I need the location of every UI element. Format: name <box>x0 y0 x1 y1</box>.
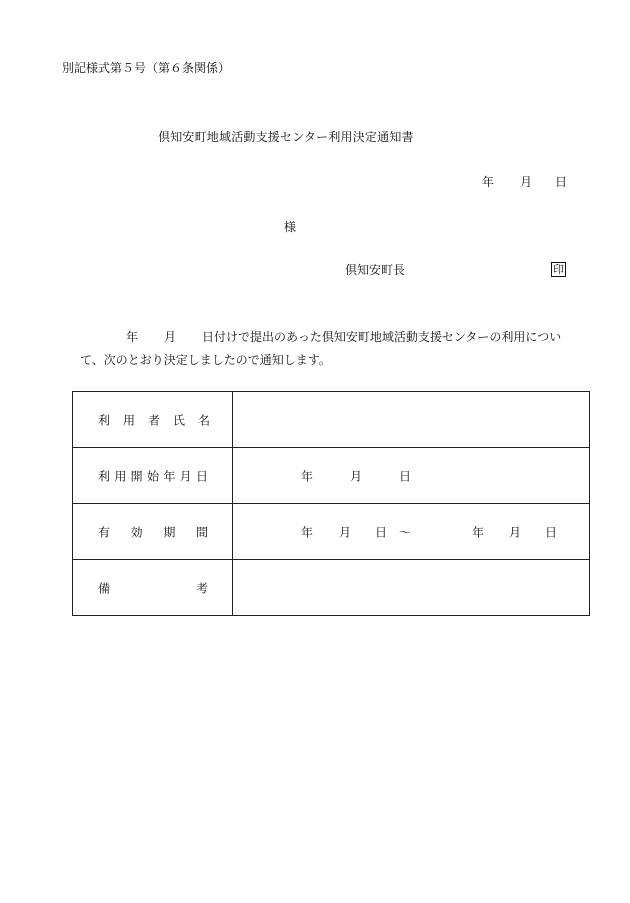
label-char: 者 <box>147 413 160 427</box>
value-remarks[interactable] <box>233 560 590 616</box>
start-date-month-unit: 月 <box>350 469 363 483</box>
label-char: 用 <box>122 413 135 427</box>
label-char: 備 <box>98 581 111 595</box>
label-remarks <box>73 560 233 616</box>
label-char: 間 <box>195 525 208 539</box>
value-validity-period[interactable] <box>233 504 590 560</box>
period-end-day-unit: 日 <box>545 525 558 539</box>
label-char: 有 <box>98 525 111 539</box>
table-row-remarks <box>73 560 590 616</box>
label-char: 始 <box>146 469 159 483</box>
issue-date-month-unit: 月 <box>520 175 533 189</box>
label-start-date <box>73 448 233 504</box>
period-end-year-unit: 年 <box>472 525 485 539</box>
body-line-1 <box>80 331 561 343</box>
period-start-day-unit: 日 <box>375 525 388 539</box>
document-title: 倶知安町地域活動支援センター利用決定通知書 <box>158 130 414 144</box>
label-char: 名 <box>197 413 210 427</box>
issuer-title: 倶知安町長 <box>345 263 406 277</box>
label-char: 年 <box>163 469 176 483</box>
seal-mark: 印 <box>553 263 564 276</box>
label-char: 効 <box>130 525 143 539</box>
issue-date-year-unit: 年 <box>482 175 495 189</box>
label-char: 利 <box>98 469 111 483</box>
table-row-user-name <box>73 392 590 448</box>
period-start-month-unit: 月 <box>339 525 352 539</box>
details-table <box>72 391 590 616</box>
period-end-month-unit: 月 <box>509 525 522 539</box>
period-start-year-unit: 年 <box>301 525 314 539</box>
period-range-separator: ～ <box>399 525 412 539</box>
body-line-2: て、次のとおり決定しましたので通知します。 <box>80 353 331 367</box>
addressee-honorific: 様 <box>284 220 297 234</box>
label-char: 用 <box>114 469 127 483</box>
value-user-name[interactable] <box>233 392 590 448</box>
issue-date-day-unit: 日 <box>555 175 568 189</box>
form-number: 別記様式第５号（第６条関係） <box>62 61 231 75</box>
label-char: 氏 <box>172 413 185 427</box>
start-date-year-unit: 年 <box>301 469 314 483</box>
table-row-validity-period <box>73 504 590 560</box>
label-char: 考 <box>195 581 208 595</box>
table-row-start-date <box>73 448 590 504</box>
label-char: 日 <box>195 469 208 483</box>
label-char: 期 <box>163 525 176 539</box>
value-start-date[interactable] <box>233 448 590 504</box>
label-char: 開 <box>130 469 143 483</box>
label-char: 月 <box>179 469 192 483</box>
label-validity-period <box>73 504 233 560</box>
label-user-name <box>73 392 233 448</box>
body-month-unit: 月 <box>164 330 177 344</box>
body-year-unit: 年 <box>126 330 139 344</box>
label-char: 利 <box>98 413 111 427</box>
start-date-day-unit: 日 <box>399 469 412 483</box>
body-line-1-text: 日付けで提出のあった倶知安町地域活動支援センターの利用につい <box>202 330 562 344</box>
